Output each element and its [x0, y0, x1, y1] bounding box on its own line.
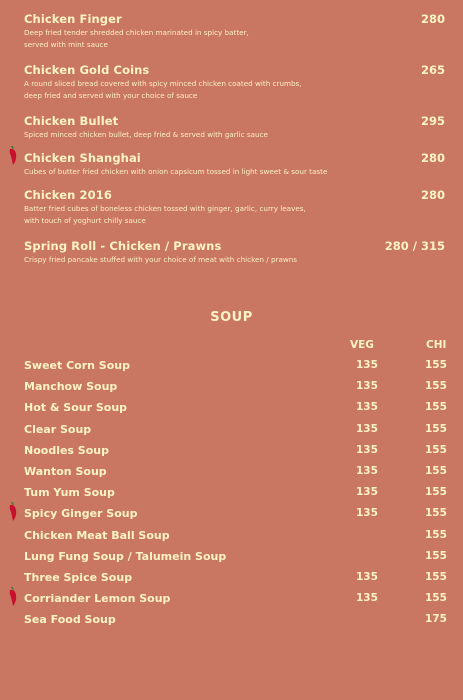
soup-item-chi-price: 155 [425, 486, 447, 499]
soup-item-name: Hot & Sour Soup [24, 401, 128, 415]
menu-item-chicken-bullet[interactable] [24, 114, 449, 141]
item-name: Chicken Bullet [24, 114, 119, 128]
soup-item-name: Tum Yum Soup [24, 486, 115, 500]
soup-item-row[interactable] [24, 444, 449, 462]
soup-item-name: Noodles Soup [24, 443, 109, 457]
soup-item-name: Sea Food Soup [24, 613, 116, 627]
soup-item-veg-price: 135 [356, 486, 378, 499]
item-description [24, 27, 449, 51]
soup-item-name: Corriander Lemon Soup [24, 592, 171, 606]
soup-item-veg-price: 135 [356, 443, 378, 456]
desc-line: Cubes of butter fried chicken with onion capsicum tossed in light sweet & sour taste [24, 167, 328, 176]
soup-item-chi-price: 155 [425, 422, 447, 435]
soup-item-name: Clear Soup [24, 422, 92, 436]
soup-item-chi-price: 155 [425, 549, 447, 562]
menu-item-spring-roll[interactable] [24, 239, 449, 266]
soup-item-chi-price: 155 [425, 465, 447, 477]
item-description [24, 254, 449, 266]
item-price: 280 [420, 12, 445, 26]
soup-item-row[interactable] [24, 613, 449, 631]
item-description [24, 166, 449, 178]
chili-pepper-icon [8, 502, 18, 522]
soup-item-veg-price: 135 [356, 571, 378, 583]
soup-item-chi-price: 155 [425, 592, 447, 605]
soup-item-chi-price: 155 [425, 401, 447, 414]
desc-line: Batter fried cubes of boneless chicken tossed with ginger, garlic, curry leaves, [24, 204, 306, 213]
soup-item-name: Lung Fung Soup / Talumein Soup [24, 549, 227, 563]
item-price: 280 [420, 151, 445, 165]
soup-item-chi-price: 155 [425, 507, 447, 520]
soup-item-name: Three Spice Soup [24, 571, 133, 584]
soup-item-row[interactable] [24, 550, 449, 568]
soup-item-row[interactable] [24, 571, 449, 589]
soup-item-row[interactable] [24, 465, 449, 483]
desc-line: A round sliced bread covered with spicy minced chicken coated with crumbs, [24, 79, 302, 88]
desc-line: Crispy fried pancake stuffed with your choice of meat with chicken / prawns [24, 255, 298, 264]
item-price: 280 / 315 [384, 239, 445, 253]
soup-item-row[interactable] [24, 486, 449, 504]
column-header-veg: VEG [350, 339, 374, 351]
menu-item-chicken-2016[interactable] [24, 188, 449, 227]
soup-item-name: Wanton Soup [24, 465, 107, 478]
soup-item-chi-price: 155 [425, 380, 447, 393]
desc-line: Spiced minced chicken bullet, deep fried & served with garlic sauce [24, 130, 268, 139]
soup-item-name: Spicy Ginger Soup [24, 507, 138, 521]
soup-item-name: Chicken Meat Ball Soup [24, 528, 170, 542]
item-description [24, 203, 449, 227]
soup-item-row[interactable] [24, 401, 449, 419]
item-description [24, 78, 449, 102]
item-price: 265 [420, 63, 445, 77]
item-name: Chicken Gold Coins [24, 63, 150, 77]
menu-item-chicken-gold-coins[interactable] [24, 63, 449, 102]
desc-line: Deep fried tender shredded chicken marinated in spicy batter, [24, 28, 249, 37]
chili-pepper-icon [8, 587, 18, 607]
section-title-soup: SOUP [210, 310, 253, 325]
menu-item-chicken-finger[interactable] [24, 12, 449, 51]
soup-item-veg-price: 135 [356, 380, 378, 393]
soup-item-veg-price: 135 [356, 465, 378, 477]
item-name: Spring Roll - Chicken / Prawns [24, 239, 222, 253]
item-name: Chicken 2016 [24, 188, 112, 202]
item-name: Chicken Shanghai [24, 151, 141, 165]
soup-item-name: Manchow Soup [24, 380, 118, 394]
soup-item-chi-price: 155 [425, 443, 447, 456]
soup-item-chi-price: 155 [425, 528, 447, 541]
soup-item-row[interactable] [24, 423, 449, 441]
soup-item-chi-price: 155 [425, 571, 447, 583]
menu-item-chicken-shanghai[interactable] [24, 151, 449, 178]
item-description [24, 129, 449, 141]
soup-item-veg-price: 135 [356, 359, 378, 371]
desc-line: deep fried and served with your choice of sauce [24, 91, 198, 100]
item-name: Chicken Finger [24, 12, 122, 26]
soup-item-veg-price: 135 [356, 401, 378, 414]
soup-item-row[interactable] [24, 592, 449, 610]
soup-item-row[interactable] [24, 507, 449, 525]
soup-item-veg-price: 135 [356, 592, 378, 605]
soup-item-veg-price: 135 [356, 507, 378, 520]
soup-item-row[interactable] [24, 529, 449, 547]
soup-item-veg-price: 135 [356, 422, 378, 435]
soup-item-row[interactable] [24, 359, 449, 377]
column-header-chi: CHI [426, 339, 447, 351]
item-price: 295 [420, 114, 445, 128]
soup-item-row[interactable] [24, 380, 449, 398]
desc-line: served with mint sauce [24, 40, 108, 49]
soup-item-name: Sweet Corn Soup [24, 359, 130, 372]
soup-item-chi-price: 155 [425, 359, 447, 371]
item-price: 280 [420, 188, 445, 202]
soup-item-chi-price: 175 [425, 613, 447, 626]
desc-line: with touch of yoghurt chilly sauce [24, 216, 146, 225]
chili-pepper-icon [8, 146, 18, 166]
